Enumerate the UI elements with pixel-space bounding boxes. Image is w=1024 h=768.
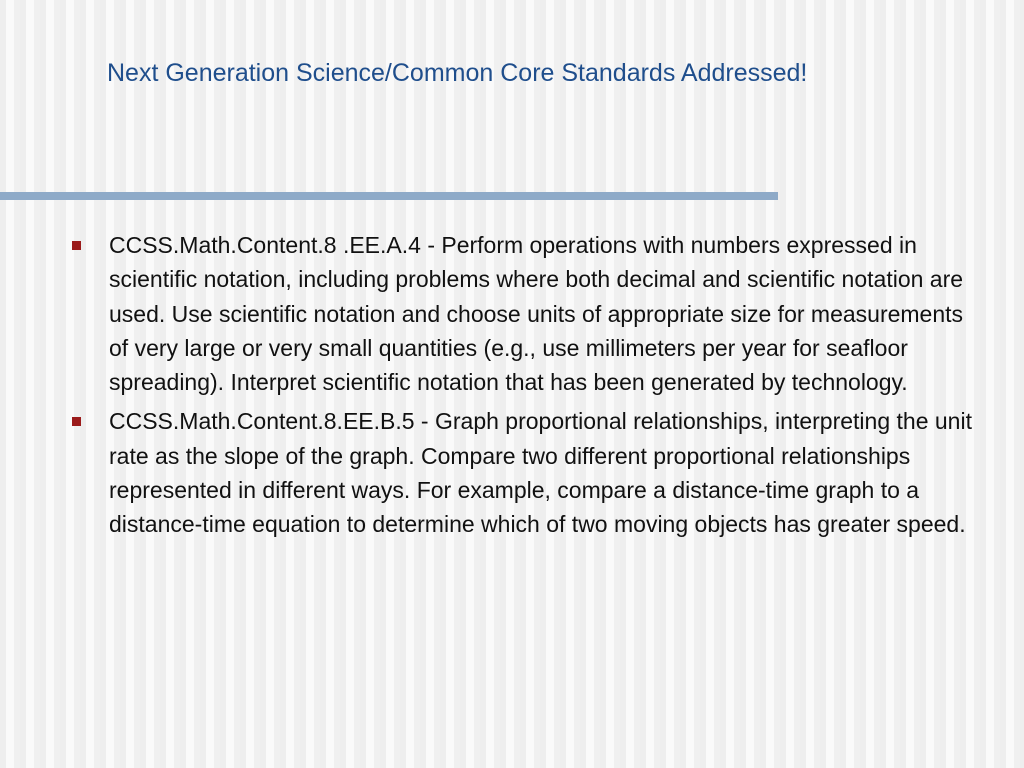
bullet-item	[70, 404, 982, 541]
bullet-item	[70, 228, 982, 399]
square-bullet-icon	[72, 241, 81, 250]
title-divider	[0, 192, 778, 200]
square-bullet-icon	[72, 417, 81, 426]
slide-title: Next Generation Science/Common Core Standards Addressed!	[107, 59, 808, 87]
bullet-list	[70, 228, 982, 547]
bullet-text: CCSS.Math.Content.8 .EE.A.4 - Perform operations with numbers expressed in scientific notation, including problems where both decimal and scientific notation are used. Use scientific notation and choose units of appropriate size for measurements of very large or very small quantities (e.g., use millimeters per year for seafloor spreading). Interpret scientific notation that has been generated by technology.	[109, 232, 964, 396]
bullet-text: CCSS.Math.Content.8.EE.B.5 - Graph proportional relationships, interpreting the unit rate as the slope of the graph. Compare two different proportional relationships represented in different ways. For example, compare a distance-time graph to a distance-time equation to determine which of two moving objects has greater speed.	[109, 408, 972, 538]
